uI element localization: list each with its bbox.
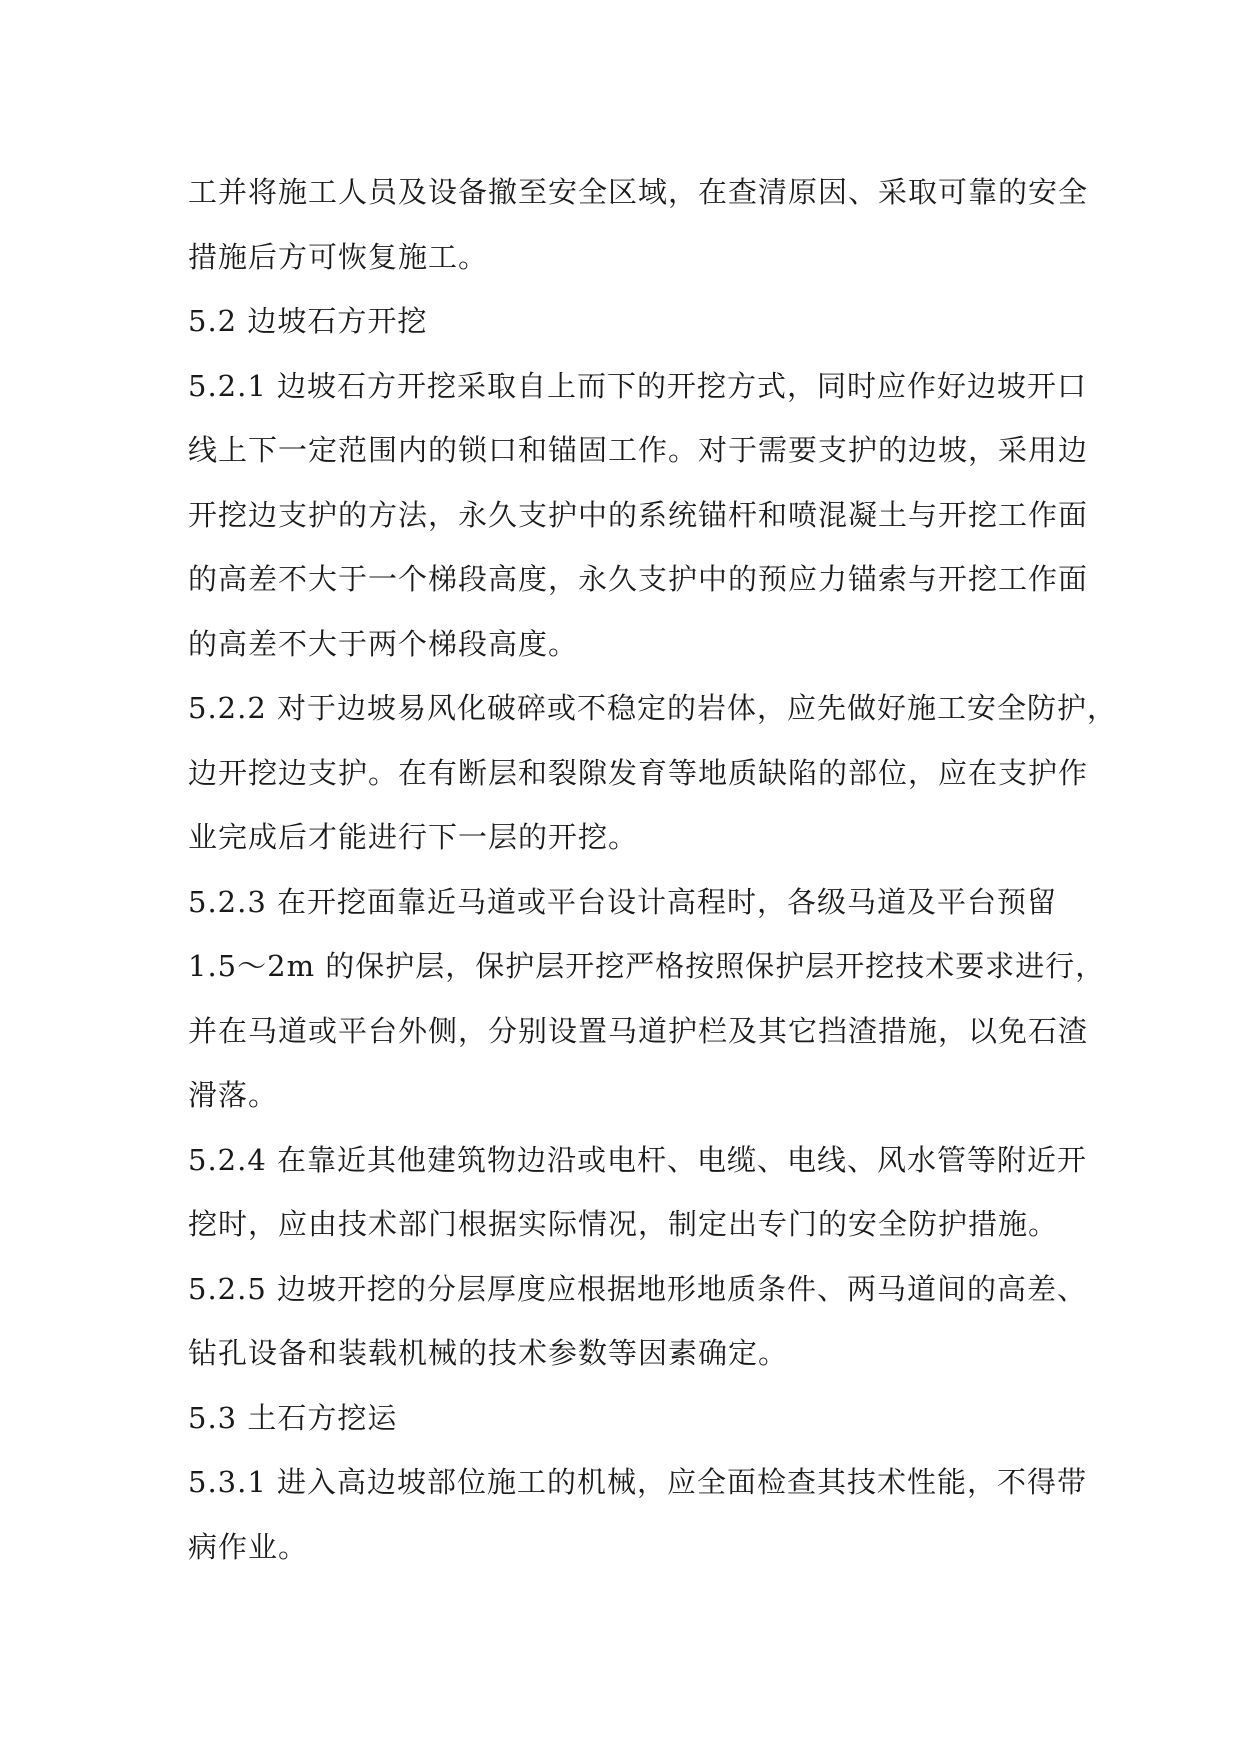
text-line: 工并将施工人员及设备撤至安全区域，在查清原因、采取可靠的安全 [188,175,1089,209]
text-line: 钻孔设备和装载机械的技术参数等因素确定。 [188,1336,789,1370]
text-line: 边开挖边支护。在有断层和裂隙发育等地质缺陷的部位，应在支护作 [188,755,1089,790]
text-line: 业完成后才能进行下一层的开挖。 [188,820,639,854]
document-body [188,160,1118,1579]
text-line: 病作业。 [188,1529,309,1564]
text-line: 并在马道或平台外侧，分别设置马道护栏及其它挡渣措施，以免石渣 [188,1013,1089,1048]
text-line: 滑落。 [188,1078,279,1112]
text-line: 5.2.3 在开挖面靠近马道或平台设计高程时，各级马道及平台预留 [188,884,1058,919]
text-line: 1.5～2m 的保护层，保护层开挖严格按照保护层开挖技术要求进行， [188,949,1106,983]
section-heading: 5.2 边坡石方开挖 [188,304,428,338]
section-heading: 5.3 土石方挖运 [188,1400,398,1435]
text-line: 5.2.5 边坡开挖的分层厚度应根据地形地质条件、两马道间的高差、 [188,1271,1088,1306]
text-line: 开挖边支护的方法，永久支护中的系统锚杆和喷混凝土与开挖工作面 [188,497,1089,532]
text-line: 线上下一定范围内的锁口和锚固工作。对于需要支护的边坡，采用边 [188,433,1089,467]
text-line: 的高差不大于一个梯段高度，永久支护中的预应力锚索与开挖工作面 [188,562,1089,596]
text-line: 5.3.1 进入高边坡部位施工的机械，应全面检查其技术性能，不得带 [188,1465,1088,1499]
text-line: 5.2.4 在靠近其他建筑物边沿或电杆、电缆、电线、风水管等附近开 [188,1142,1088,1177]
text-line: 5.2.2 对于边坡易风化破碎或不稳定的岩体，应先做好施工安全防护， [188,691,1118,725]
text-line: 5.2.1 边坡石方开挖采取自上而下的开挖方式，同时应作好边坡开口 [188,368,1088,403]
text-line: 的高差不大于两个梯段高度。 [188,626,579,661]
text-line: 措施后方可恢复施工。 [188,239,489,274]
text-line: 挖时，应由技术部门根据实际情况，制定出专门的安全防护措施。 [188,1207,1059,1241]
